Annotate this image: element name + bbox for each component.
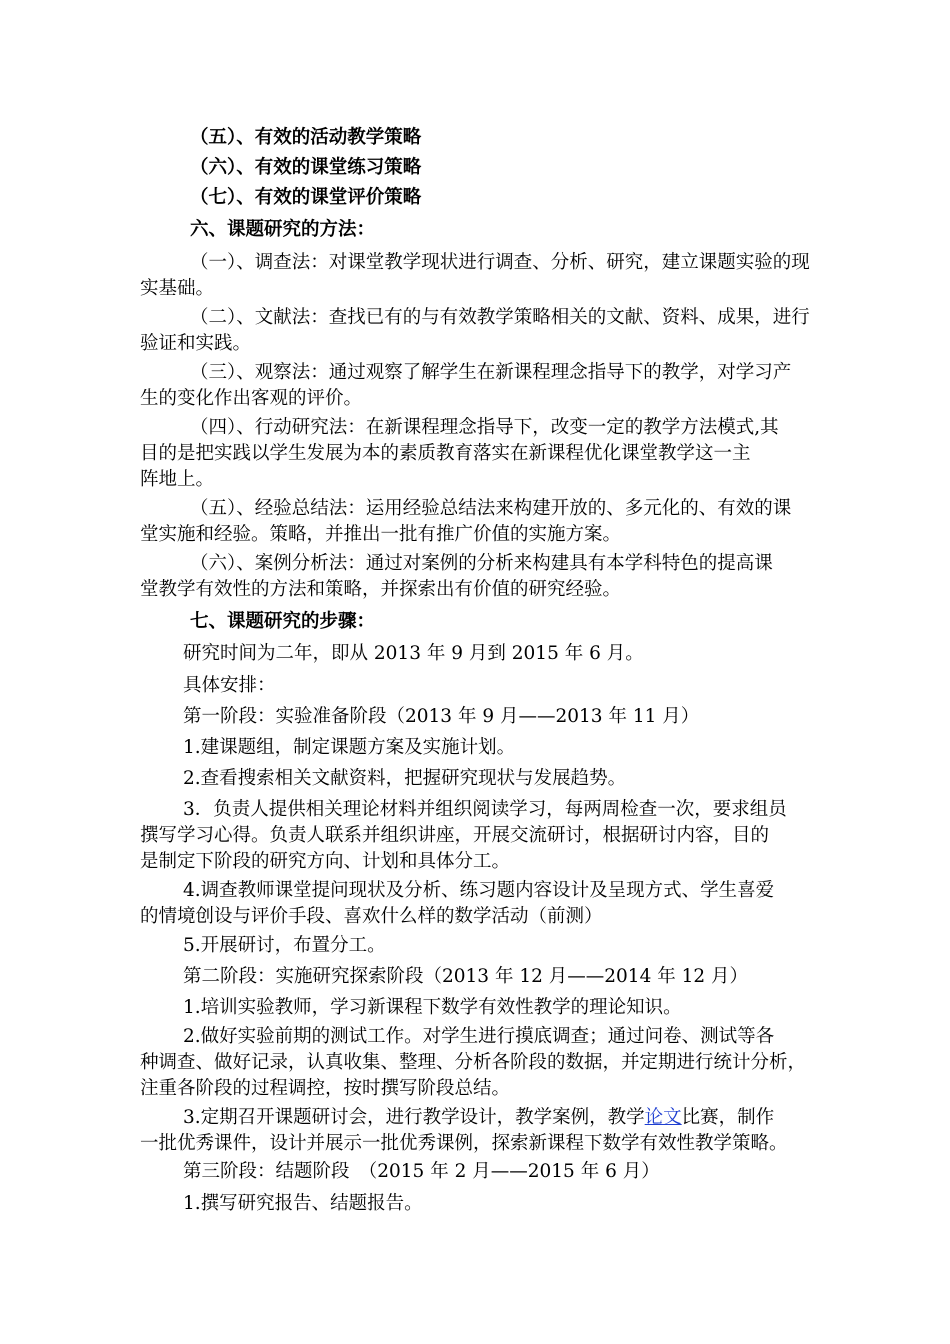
strategy-five: （五）、有效的活动教学策略 [190,127,422,148]
phase2-item2-line1: 2.做好实验前期的测试工作。对学生进行摸底调查；通过问卷、测试等各 [183,1026,775,1047]
phase1-item3-line1: 3．负责人提供相关理论材料并组织阅读学习，每两周检查一次，要求组员 [183,799,787,820]
strategy-seven: （七）、有效的课堂评价策略 [190,187,422,208]
phase1-item3-line2: 撰写学习心得。负责人联系并组织讲座，开展交流研讨，根据研讨内容，目的 [140,825,770,846]
phase2-item1: 1.培训实验教师，学习新课程下数学有效性教学的理论知识。 [183,997,682,1018]
phase2-item3-text-before: 3.定期召开课题研讨会，进行教学设计，教学案例，教学 [183,1107,645,1128]
phase3-item1: 1.撰写研究报告、结题报告。 [183,1193,423,1214]
phase1-item3-line3: 是制定下阶段的研究方向、计划和具体分工。 [140,851,511,872]
phase1-item4-line2: 的情境创设与评价手段、喜欢什么样的数学活动（前测） [140,906,603,927]
method-action-line2: 目的是把实践以学生发展为本的素质教育落实在新课程优化课堂教学这一主 [140,443,751,464]
method-observation-line2: 生的变化作出客观的评价。 [140,388,363,409]
method-experience-line2: 堂实施和经验。策略，并推出一批有推广价值的实施方案。 [140,524,622,545]
phase1-item4-line1: 4.调查教师课堂提问现状及分析、练习题内容设计及呈现方式、学生喜爱 [183,880,775,901]
phase2-item3-text-after: 比赛，制作 [681,1107,775,1128]
phase1-item2: 2.查看搜索相关文献资料，把握研究现状与发展趋势。 [183,768,627,789]
method-literature-line2: 验证和实践。 [140,333,252,354]
phase2-item2-line2: 种调查、做好记录，认真收集、整理、分析各阶段的数据，并定期进行统计分析， [140,1052,807,1073]
method-survey-line2: 实基础。 [140,278,215,299]
strategy-six: （六）、有效的课堂练习策略 [190,157,422,178]
method-survey-line1: （一）、调查法：对课堂教学现状进行调查、分析、研究，建立课题实验的现 [190,252,810,273]
paper-link[interactable]: 论文 [644,1107,682,1128]
method-case-line2: 堂教学有效性的方法和策略，并探索出有价值的研究经验。 [140,579,622,600]
method-experience-line1: （五）、经验总结法：运用经验总结法来构建开放的、多元化的、有效的课 [190,498,792,519]
research-time: 研究时间为二年，即从 2013 年 9 月到 2015 年 6 月。 [183,643,644,664]
methods-heading: 六、课题研究的方法： [190,219,376,240]
steps-heading: 七、课题研究的步骤： [190,611,376,632]
phase2-title: 第二阶段：实施研究探索阶段（2013 年 12 月——2014 年 12 月） [183,966,749,987]
method-observation-line1: （三）、观察法：通过观察了解学生在新课程理念指导下的教学，对学习产 [190,362,792,383]
method-action-line1: （四）、行动研究法：在新课程理念指导下，改变一定的教学方法模式,其 [190,417,779,438]
phase3-title: 第三阶段：结题阶段 （2015 年 2 月——2015 年 6 月） [183,1161,660,1182]
method-action-line3: 阵地上。 [140,469,215,490]
phase2-item3-line2: 一批优秀课件，设计并展示一批优秀课例，探索新课程下数学有效性教学策略。 [140,1133,788,1154]
arrangement-label: 具体安排： [183,675,276,696]
phase1-item1: 1.建课题组，制定课题方案及实施计划。 [183,737,516,758]
phase2-item3-line1 [183,1105,774,1131]
phase2-item2-line3: 注重各阶段的过程调控，按时撰写阶段总结。 [140,1078,511,1099]
method-case-line1: （六）、案例分析法：通过对案例的分析来构建具有本学科特色的提高课 [190,553,773,574]
method-literature-line1: （二）、文献法：查找已有的与有效教学策略相关的文献、资料、成果，进行 [190,307,810,328]
phase1-title: 第一阶段：实验准备阶段（2013 年 9 月——2013 年 11 月） [183,706,700,727]
phase1-item5: 5.开展研讨，布置分工。 [183,935,386,956]
